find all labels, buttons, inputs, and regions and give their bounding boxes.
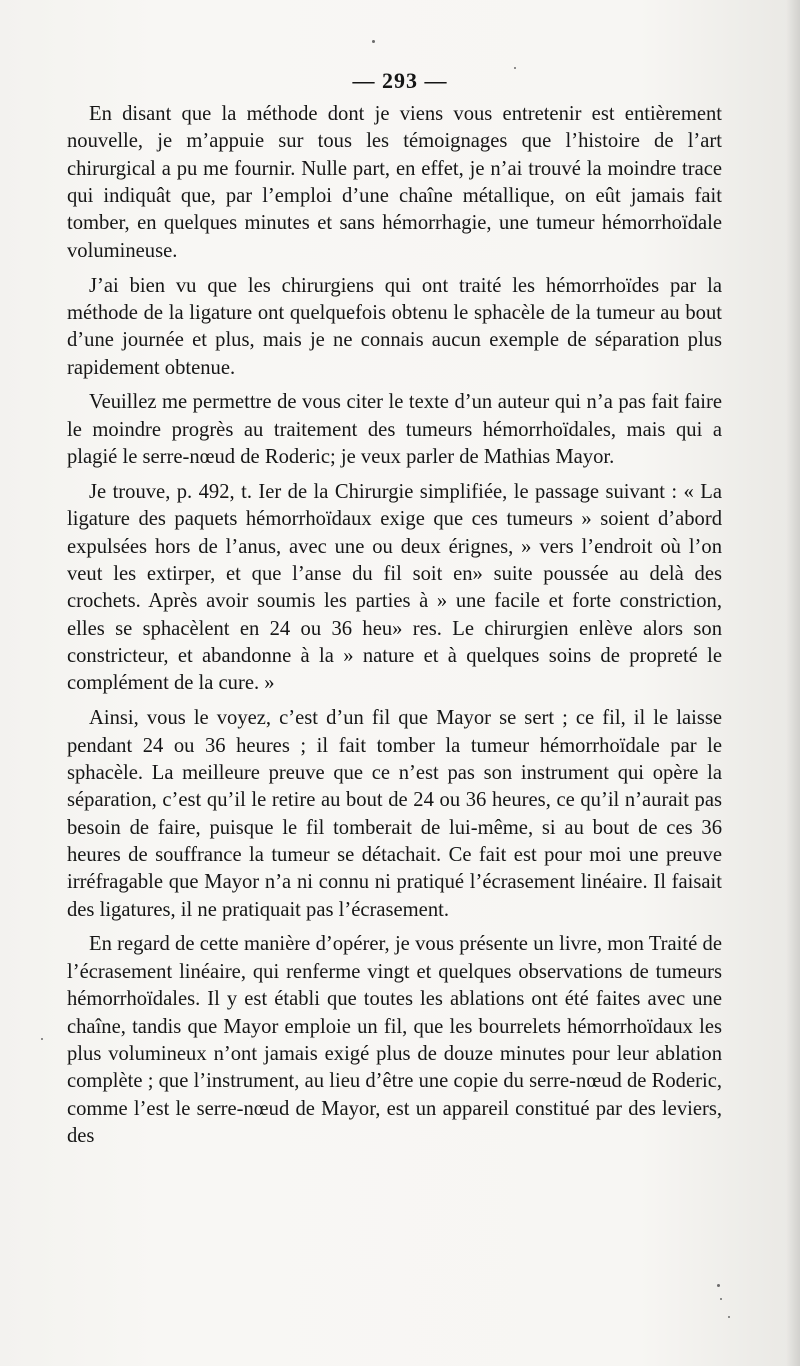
paragraph: J’ai bien vu que les chirurgiens qui ont traité les hémorrhoïdes par la méthode de la ligature ont quelquefois obtenu le sphacèle de la tumeur au bout d’une journée et plus, mais je ne connais aucun exemple de séparation plus rapidement obtenue. [67,274,722,379]
paragraph: Veuillez me permettre de vous citer le texte d’un auteur qui n’a pas fait faire le moindre progrès au traitement des tumeurs hémorrhoïdales, mais qui a plagié le serre-nœud de Roderic; je veux parler de Mathias Mayor. [67,391,722,469]
page-edge-shadow [786,0,800,1366]
paper-speck [372,40,375,43]
page-number: — 293 — [352,68,448,93]
body-text [67,101,722,1158]
paragraph: Ainsi, vous le voyez, c’est d’un fil que Mayor se sert ; ce fil, il le laisse pendant 24 ou 36 heures ; il fait tomber la tumeur hémorrhoïdale par le sphacèle. La meilleure preuve que ce n’est pas son instrument qui opère la séparation, c’est qu’il le retire au bout de 24 ou 36 heures, ce qu’il n’aurait pas besoin de faire, puisque le fil tomberait de lui-même, si au bout de ces 36 heures de souffrance la tumeur se détachait. Ce fait est pour moi une preuve irréfragable que Mayor n’a ni connu ni pratiqué l’écrasement linéaire. Il faisait des ligatures, il ne pratiquait pas l’écrasement. [67,707,722,921]
paper-speck [728,1316,730,1318]
paragraph: En disant que la méthode dont je viens vous entretenir est entièrement nouvelle, je m’appuie sur tous les témoignages que l’histoire de l’art chirurgical a pu me fournir. Nulle part, en effet, je n’ai trouvé la moindre trace qui indiquât que, par l’emploi d’une chaîne métallique, on eût jamais fait tomber, en quelques minutes et sans hémorrhagie, une tumeur hémorrhoïdale volumineuse. [67,103,722,262]
paragraph: En regard de cette manière d’opérer, je vous présente un livre, mon Traité de l’écrasement linéaire, qui renferme vingt et quelques observations de tumeurs hémorrhoïdales. Il y est établi que toutes les ablations ont été faites avec une chaîne, tandis que Mayor emploie un fil, que les bourrelets hémorrhoïdaux les plus volumineux n’ont jamais exigé plus de douze minutes pour leur ablation complète ; que l’instrument, au lieu d’être une copie du serre-nœud de Roderic, comme l’est le serre-nœud de Mayor, est un appareil constitué par des leviers, des [67,933,722,1147]
paper-speck [720,1298,722,1300]
paragraph: Je trouve, p. 492, t. Ier de la Chirurgie simplifiée, le passage suivant : « La ligature des paquets hémorrhoïdaux exige que ces tumeurs » soient d’abord expulsées hors de l’anus, avec une ou deux érignes, » vers l’endroit où l’on veut les extirper, et que l’anse du fil soit en» suite poussée au delà des crochets. Après avoir soumis les parties à » une facile et forte constriction, elles se sphacèlent en 24 ou 36 heu» res. Le chirurgien enlève alors son constricteur, et abandonne à la » nature et à quelques soins de propreté le complément de la cure. » [67,480,722,695]
paper-speck [717,1284,720,1287]
paper-speck [41,1038,43,1040]
paper-speck [514,67,516,69]
